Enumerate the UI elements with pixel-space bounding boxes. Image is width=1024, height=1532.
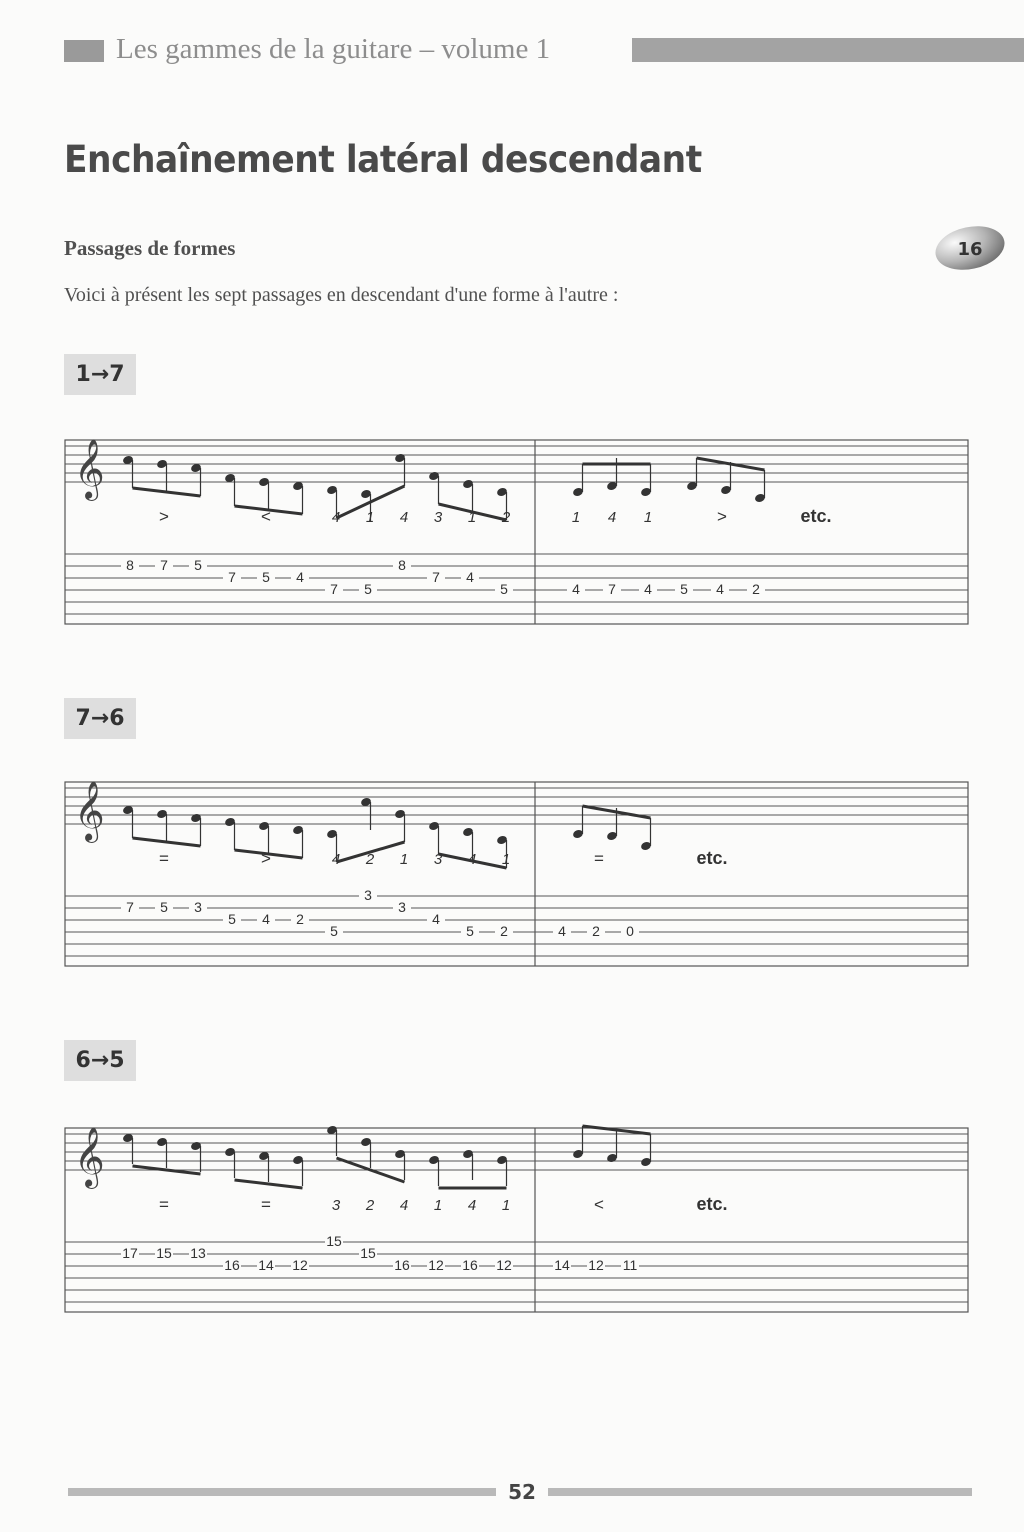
tab-fret-number: 5 [364,581,372,597]
tab-fret-number: 4 [466,569,474,585]
tab-fret-number: 5 [330,923,338,939]
fingering-mark: > [261,849,271,868]
etc-label: etc. [696,1194,728,1214]
section-heading: Passages de formes [64,236,236,260]
footer-rule-left [68,1488,496,1496]
fingering-mark: 4 [331,509,341,526]
fingering-mark: 1 [365,509,375,526]
tab-fret-number: 13 [190,1245,206,1261]
tab-fret-number: 11 [622,1257,638,1273]
tab-fret-number: 2 [500,923,508,939]
tab-fret-number: 2 [592,923,600,939]
fingering-mark: 1 [643,509,653,526]
page-number: 52 [508,1480,536,1504]
etc-label: etc. [800,506,832,526]
tab-fret-number: 4 [572,581,580,597]
tab-fret-number: 4 [644,581,652,597]
tab-fret-number: 5 [262,569,270,585]
fingering-mark: 3 [331,1197,341,1214]
fingering-mark: 2 [501,509,511,526]
tab-fret-number: 4 [296,569,304,585]
music-system-1 [64,434,970,624]
tab-fret-number: 4 [716,581,724,597]
tab-fret-number: 4 [558,923,566,939]
header-block [64,40,104,62]
fingering-mark: 2 [365,851,375,868]
notation-svg [64,1122,970,1314]
fingering-mark: > [159,507,169,526]
tab-fret-number: 12 [588,1257,604,1273]
header-rule [632,38,1024,62]
tab-fret-number: 3 [194,899,202,915]
tab-fret-number: 8 [398,557,406,573]
fingering-mark: = [159,849,169,868]
tab-fret-number: 17 [122,1245,138,1261]
tab-fret-number: 15 [360,1245,376,1261]
fingering-mark: 4 [607,509,617,526]
fingering-mark: 3 [433,509,443,526]
tab-fret-number: 0 [626,923,634,939]
tab-fret-number: 5 [680,581,688,597]
fingering-mark: 1 [433,1197,443,1214]
cd-disc-icon [934,224,1006,272]
tab-fret-number: 15 [326,1233,342,1249]
tab-fret-number: 7 [432,569,440,585]
tab-fret-number: 12 [496,1257,512,1273]
tab-fret-number: 7 [608,581,616,597]
example-label-2: 7→6 [64,698,136,739]
notation-svg [64,776,970,968]
fingering-mark: 4 [331,851,341,868]
tab-fret-number: 8 [126,557,134,573]
fingering-mark: = [594,849,604,868]
page-title: Enchaînement latéral descendant [64,138,702,181]
book-title: Les gammes de la guitare – volume 1 [116,33,551,65]
music-system-2 [64,776,970,966]
tab-fret-number: 16 [224,1257,240,1273]
fingering-mark: 4 [399,1197,409,1214]
fingering-mark: 1 [501,851,511,868]
fingering-mark: < [261,507,271,526]
tab-fret-number: 15 [156,1245,172,1261]
intro-text: Voici à présent les sept passages en descendant d'une forme à l'autre : [64,284,619,306]
tab-fret-number: 5 [466,923,474,939]
fingering-mark: 1 [571,509,581,526]
tab-fret-number: 5 [194,557,202,573]
tab-fret-number: 7 [160,557,168,573]
tab-fret-number: 16 [462,1257,478,1273]
tab-fret-number: 3 [364,887,372,903]
tab-fret-number: 5 [500,581,508,597]
tab-fret-number: 7 [228,569,236,585]
example-label-3: 6→5 [64,1040,136,1081]
tab-fret-number: 4 [262,911,270,927]
tab-fret-number: 2 [752,581,760,597]
music-system-3 [64,1122,970,1312]
fingering-mark: > [717,507,727,526]
tab-fret-number: 5 [160,899,168,915]
fingering-mark: < [594,1195,604,1214]
tab-fret-number: 5 [228,911,236,927]
example-label-1: 1→7 [64,354,136,395]
treble-clef-icon: 𝄞 [74,781,105,841]
tab-fret-number: 7 [330,581,338,597]
tab-fret-number: 2 [296,911,304,927]
fingering-mark: 4 [467,851,477,868]
tab-fret-number: 14 [554,1257,570,1273]
tab-fret-number: 14 [258,1257,274,1273]
fingering-mark: 3 [433,851,443,868]
fingering-mark: 1 [501,1197,511,1214]
tab-fret-number: 12 [292,1257,308,1273]
treble-clef-icon: 𝄞 [74,1127,105,1187]
treble-clef-icon: 𝄞 [74,439,105,499]
etc-label: etc. [696,848,728,868]
fingering-mark: = [159,1195,169,1214]
tab-fret-number: 12 [428,1257,444,1273]
fingering-mark: 4 [399,509,409,526]
tab-fret-number: 16 [394,1257,410,1273]
fingering-mark: 1 [467,509,477,526]
tab-fret-number: 3 [398,899,406,915]
fingering-mark: = [261,1195,271,1214]
notation-svg [64,434,970,626]
footer-rule-right [548,1488,972,1496]
track-number: 16 [957,239,983,260]
tab-fret-number: 4 [432,911,440,927]
tab-fret-number: 7 [126,899,134,915]
fingering-mark: 4 [467,1197,477,1214]
fingering-mark: 1 [399,851,409,868]
fingering-mark: 2 [365,1197,375,1214]
cd-track-badge [934,224,1006,272]
